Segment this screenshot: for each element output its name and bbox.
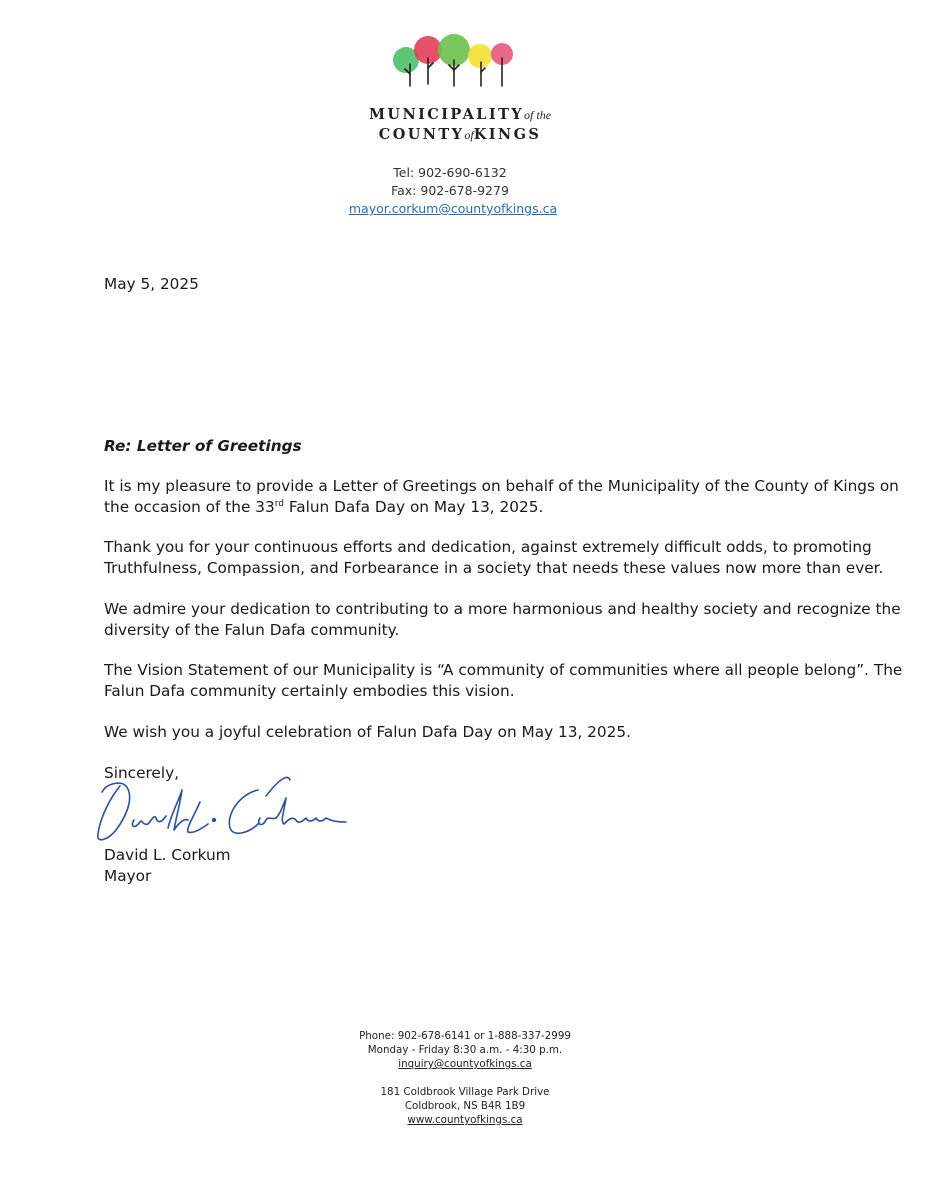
paragraph-2-line-2: Truthfulness, Compassion, and Forbearance in a society that needs these values now more than ever. (104, 559, 884, 577)
trees-logo-icon (392, 34, 518, 100)
letterhead-email-link[interactable]: mayor.corkum@countyofkings.ca (348, 201, 558, 216)
org-name-line2 (340, 124, 580, 143)
paragraph-1-line-1: It is my pleasure to provide a Letter of Greetings on behalf of the Municipality of the County of Kings on (104, 477, 899, 495)
org-name-county: COUNTY (378, 126, 465, 143)
footer-address-line1: 181 Coldbrook Village Park Drive (380, 1086, 550, 1098)
signatory-title: Mayor (104, 867, 152, 885)
footer-hours: Monday - Friday 8:30 a.m. - 4:30 p.m. (367, 1044, 563, 1056)
org-name-kings: KINGS (473, 126, 542, 143)
footer-email-link[interactable]: inquiry@countyofkings.ca (398, 1058, 532, 1070)
handwritten-signature (90, 768, 350, 854)
paragraph-4-line-1: The Vision Statement of our Municipality is “A community of communities where all people belong”. The (104, 661, 903, 679)
letter-subject: Re: Letter of Greetings (104, 437, 302, 455)
paragraph-4-line-2: Falun Dafa community certainly embodies this vision. (104, 682, 515, 700)
paragraph-1-line-2-end: Falun Dafa Day on May 13, 2025. (283, 498, 544, 516)
footer-website-link[interactable]: www.countyofkings.ca (407, 1114, 523, 1126)
footer-phone: Phone: 902-678-6141 or 1-888-337-2999 (359, 1030, 571, 1042)
paragraph-1-line-2-start: the occasion of the 33 (104, 498, 275, 516)
ordinal-suffix: rd (274, 498, 284, 509)
org-name-municipality: MUNICIPALITY (368, 106, 525, 123)
org-name-of: of (464, 128, 474, 142)
letterhead-tel: Tel: 902-690-6132 (393, 165, 507, 180)
paragraph-2-line-1: Thank you for your continuous efforts and dedication, against extremely difficult odds, to promoting (104, 538, 872, 556)
letter-closing: Sincerely, (104, 764, 180, 782)
paragraph-3-line-2: diversity of the Falun Dafa community. (104, 621, 400, 639)
paragraph-3-line-1: We admire your dedication to contributing to a more harmonious and healthy society and recognize the (104, 600, 901, 618)
org-name-of-the: of the (524, 108, 552, 122)
paragraph-5: We wish you a joyful celebration of Falun Dafa Day on May 13, 2025. (104, 723, 631, 741)
paragraph-1-line-2 (104, 497, 543, 518)
org-name-line1 (340, 104, 580, 123)
letter-date: May 5, 2025 (104, 275, 199, 293)
letterhead-fax: Fax: 902-678-9279 (391, 183, 509, 198)
footer-address-line2: Coldbrook, NS B4R 1B9 (404, 1100, 526, 1112)
signatory-name: David L. Corkum (104, 846, 231, 864)
